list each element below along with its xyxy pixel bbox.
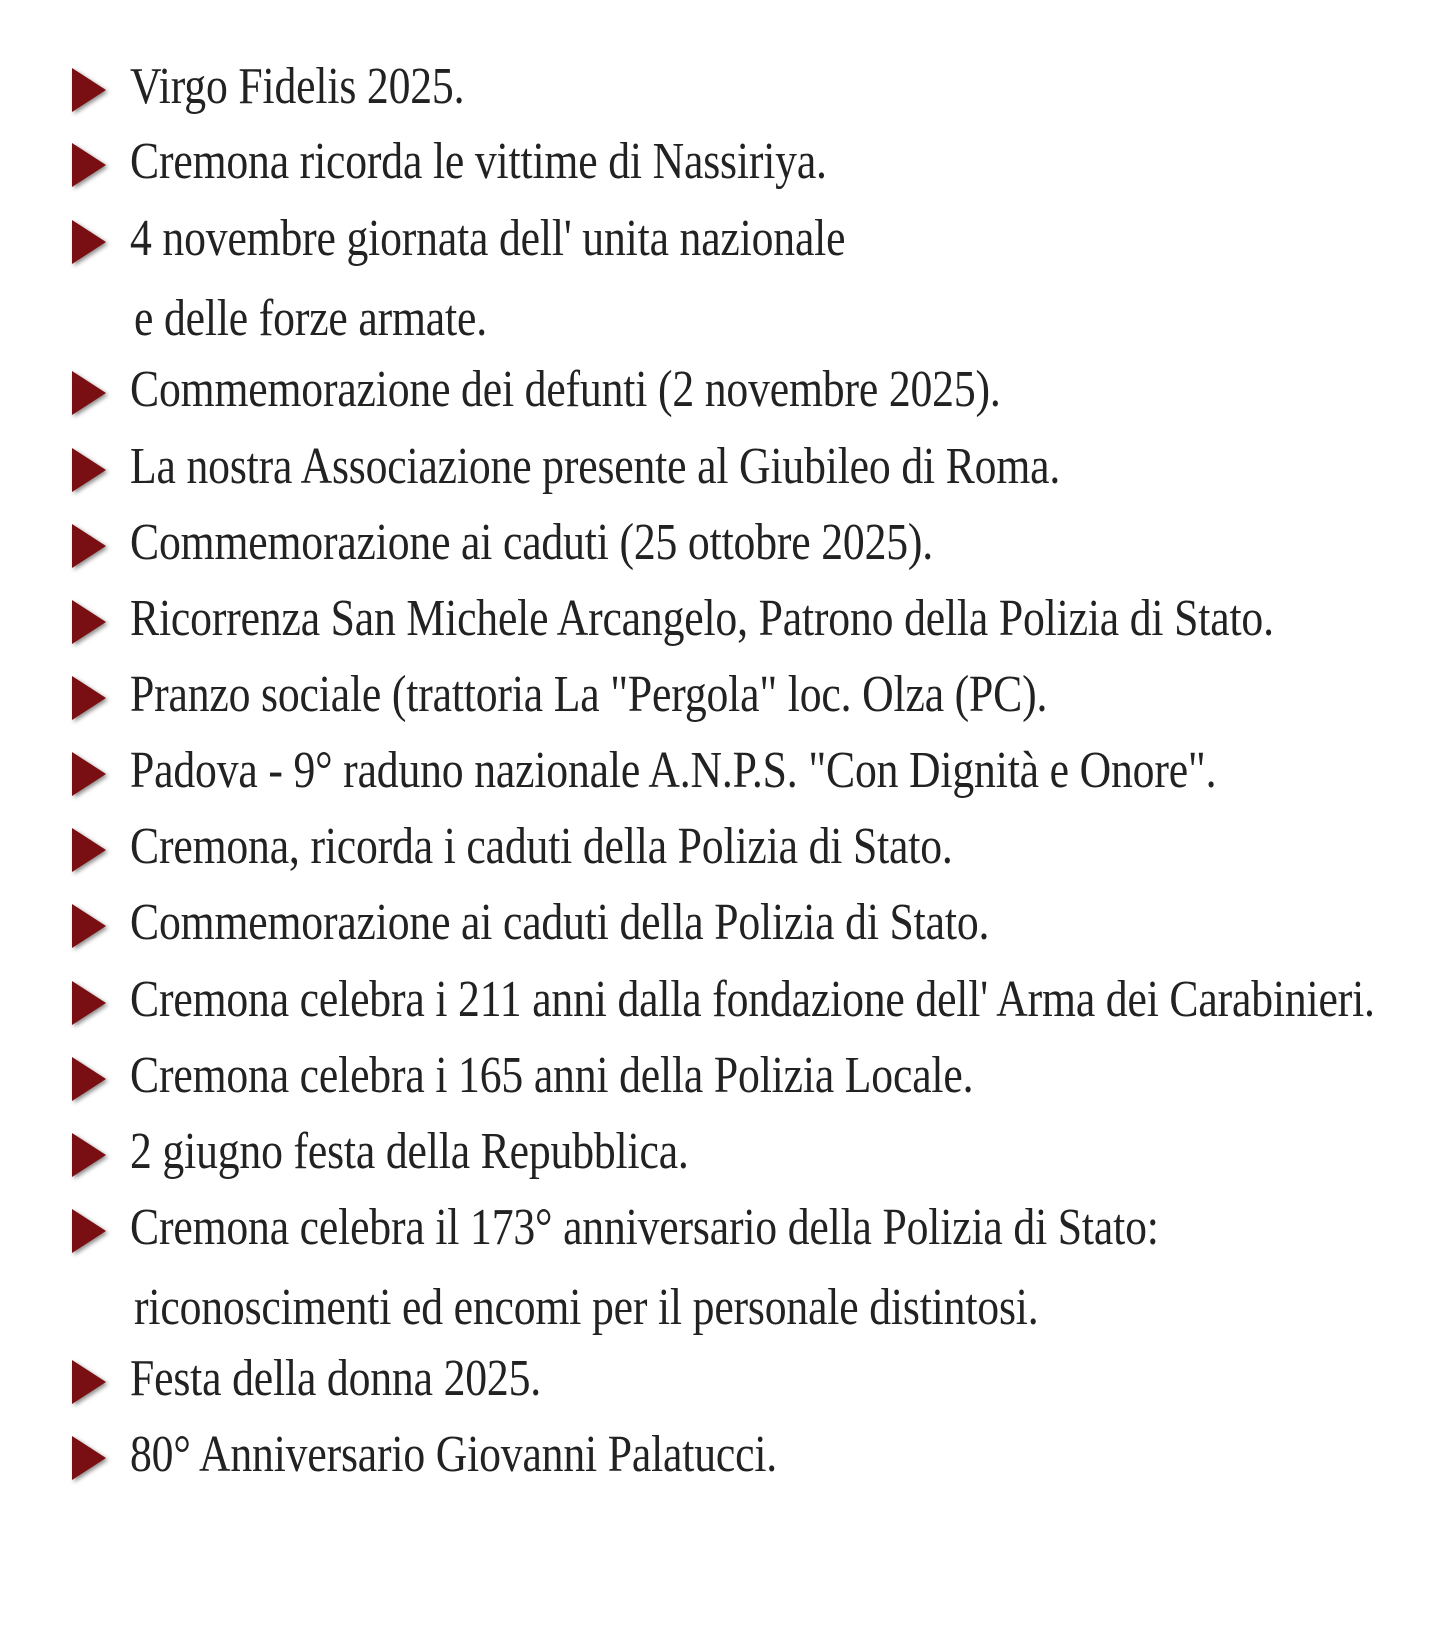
triangle-bullet-icon (72, 1360, 106, 1404)
news-item-173-anniversario[interactable] (0, 1188, 1440, 1348)
news-item-title[interactable]: Virgo Fidelis 2025. (130, 58, 465, 115)
news-item-commemorazione-polizia[interactable] (0, 883, 1440, 963)
news-item-padova-raduno[interactable] (0, 731, 1440, 811)
triangle-bullet-icon (72, 1133, 106, 1177)
news-item-2-giugno[interactable] (0, 1112, 1440, 1192)
triangle-bullet-icon (72, 448, 106, 492)
triangle-bullet-icon (72, 676, 106, 720)
news-item-title[interactable]: Cremona celebra i 165 anni della Polizia Locale. (130, 1047, 974, 1104)
news-item-giubileo[interactable] (0, 427, 1440, 507)
news-item-title[interactable]: Commemorazione ai caduti (25 ottobre 2025). (130, 514, 934, 571)
news-item-title[interactable]: Cremona celebra i 211 anni dalla fondazione dell' Arma dei Carabinieri. (130, 971, 1375, 1028)
news-item-virgo-fidelis[interactable] (0, 47, 1440, 127)
triangle-bullet-icon (72, 371, 106, 415)
news-item-pranzo-sociale[interactable] (0, 655, 1440, 735)
triangle-bullet-icon (72, 1436, 106, 1480)
news-item-title[interactable]: La nostra Associazione presente al Giubileo di Roma. (130, 438, 1061, 495)
triangle-bullet-icon (72, 143, 106, 187)
news-item-nassiriya[interactable] (0, 122, 1440, 202)
triangle-bullet-icon (72, 524, 106, 568)
news-item-commemorazione-defunti[interactable] (0, 350, 1440, 430)
triangle-bullet-icon (72, 1057, 106, 1101)
news-item-polizia-locale[interactable] (0, 1036, 1440, 1116)
news-item-title-continued[interactable]: riconoscimenti ed encomi per il personale distintosi. (134, 1279, 1039, 1336)
news-item-palatucci[interactable] (0, 1415, 1440, 1495)
news-item-title-continued[interactable]: e delle forze armate. (134, 290, 487, 347)
news-item-cremona-caduti[interactable] (0, 807, 1440, 887)
news-item-title[interactable]: Commemorazione dei defunti (2 novembre 2025). (130, 361, 1001, 418)
news-item-carabinieri[interactable] (0, 960, 1440, 1040)
news-item-title[interactable]: Cremona celebra il 173° anniversario della Polizia di Stato: (130, 1199, 1159, 1256)
news-item-4-novembre[interactable] (0, 199, 1440, 359)
triangle-bullet-icon (72, 220, 106, 264)
news-item-san-michele[interactable] (0, 579, 1440, 659)
triangle-bullet-icon (72, 1209, 106, 1253)
news-item-title[interactable]: 4 novembre giornata dell' unita nazionale (130, 210, 846, 267)
news-item-festa-donna[interactable] (0, 1339, 1440, 1419)
triangle-bullet-icon (72, 904, 106, 948)
news-item-title[interactable]: Cremona ricorda le vittime di Nassiriya. (130, 133, 827, 190)
news-item-title[interactable]: 80° Anniversario Giovanni Palatucci. (130, 1426, 778, 1483)
news-item-title[interactable]: Pranzo sociale (trattoria La "Pergola" loc. Olza (PC). (130, 666, 1048, 723)
triangle-bullet-icon (72, 68, 106, 112)
triangle-bullet-icon (72, 828, 106, 872)
news-item-commemorazione-caduti-ottobre[interactable] (0, 503, 1440, 583)
triangle-bullet-icon (72, 600, 106, 644)
news-item-title[interactable]: Ricorrenza San Michele Arcangelo, Patrono della Polizia di Stato. (130, 590, 1274, 647)
news-item-title[interactable]: Commemorazione ai caduti della Polizia di Stato. (130, 894, 990, 951)
triangle-bullet-icon (72, 752, 106, 796)
news-item-title[interactable]: Festa della donna 2025. (130, 1350, 542, 1407)
news-item-title[interactable]: Cremona, ricorda i caduti della Polizia di Stato. (130, 818, 953, 875)
news-item-title[interactable]: 2 giugno festa della Repubblica. (130, 1123, 689, 1180)
triangle-bullet-icon (72, 981, 106, 1025)
news-item-title[interactable]: Padova - 9° raduno nazionale A.N.P.S. "Con Dignità e Onore". (130, 742, 1217, 799)
